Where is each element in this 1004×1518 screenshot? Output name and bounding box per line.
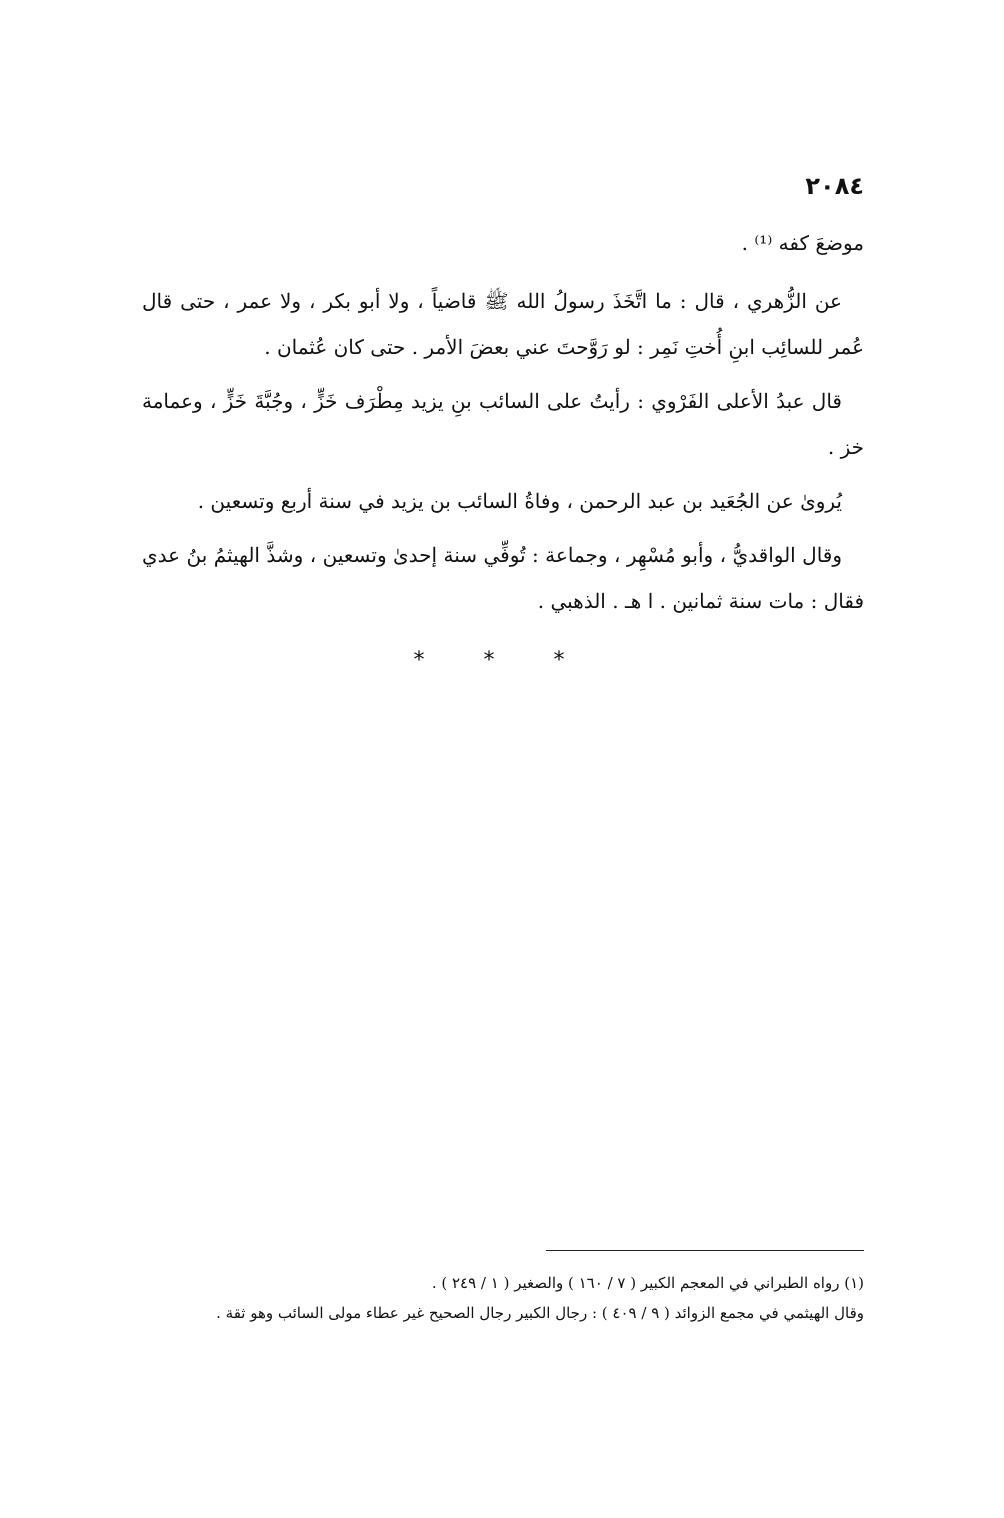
body-text [142, 220, 864, 632]
paragraph-juayd: يُروىٰ عن الجُعَيد بن عبد الرحمن ، وفاةُ السائب بن يزيد في سنة أربع وتسعين . [197, 489, 842, 513]
paragraph-continuation: موضعَ كفه ⁽¹⁾ . [741, 231, 864, 255]
paragraph-farwi: قال عبدُ الأعلى الفَرْوي : رأيتُ على السائب بنِ يزيد مِطْرَف خَزٍّ ، وجُبَّةَ خَزٍّ ، وعمامة خز . [142, 389, 864, 459]
page-number: ٢٠٨٤ [805, 172, 864, 200]
footnotes [142, 1268, 864, 1328]
footnote-1-continued: وقال الهيثمي في مجمع الزوائد ( ٩ / ٤٠٩ ) : رجال الكبير رجال الصحيح غير عطاء مولى السائب وهو ثقة . [216, 1304, 864, 1322]
section-separator: * * * [413, 648, 591, 673]
paragraph-waqidi: وقال الواقديُّ ، وأبو مُسْهِر ، وجماعة : تُوفِّي سنة إحدىٰ وتسعين ، وشذَّ الهيثمُ بنُ عدي فقال : مات سنة ثمانين . ا هـ . الذهبي . [142, 543, 864, 613]
paragraph-zuhri: عن الزُّهري ، قال : ما اتَّخَذَ رسولُ الله ﷺ قاضياً ، ولا أبو بكر ، ولا عمر ، حتى قال عُمر للسائِب ابنِ أُختِ نَمِر : لو رَوَّحتَ عني بعضَ الأمر . حتى كان عُثمان . [142, 289, 864, 359]
footnote-divider [546, 1250, 864, 1251]
footnote-1: (١) رواه الطبراني في المعجم الكبير ( ٧ / ١٦٠ ) والصغير ( ١ / ٢٤٩ ) . [431, 1274, 864, 1292]
